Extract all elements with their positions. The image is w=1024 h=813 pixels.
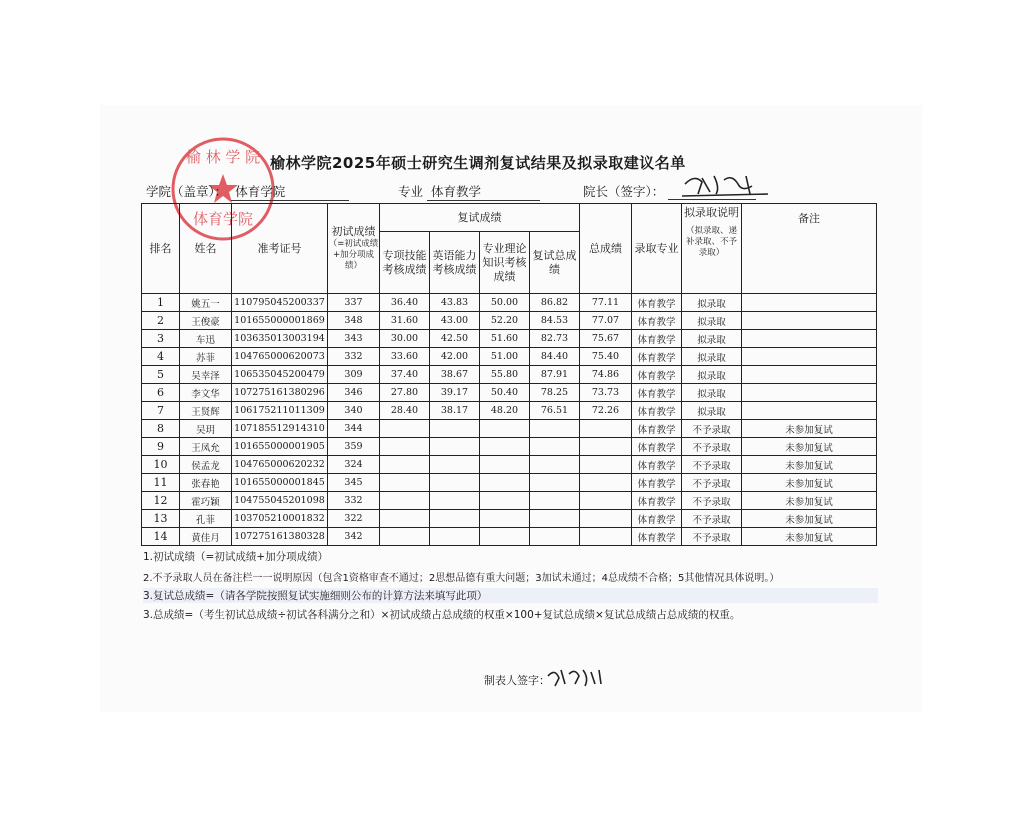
cell-remark: 未参加复试	[742, 510, 877, 528]
table-row	[142, 510, 877, 528]
cell-s3: 50.00	[480, 294, 530, 312]
cell-name: 苏菲	[180, 348, 232, 366]
cell-exam: 106535045200479	[232, 366, 328, 384]
cell-major: 体育教学	[632, 510, 682, 528]
cell-total: 74.86	[580, 366, 632, 384]
cell-s2	[430, 528, 480, 546]
header-remark: 备注	[742, 204, 877, 294]
cell-remark: 未参加复试	[742, 528, 877, 546]
cell-total: 72.26	[580, 402, 632, 420]
cell-status: 拟录取	[682, 294, 742, 312]
cell-s2	[430, 420, 480, 438]
note-3: 3.复试总成绩=（请各学院按照复试实施细则公布的计算方法来填写此项）	[143, 588, 878, 603]
cell-rank: 11	[142, 474, 180, 492]
maker-label: 制表人签字：	[484, 674, 550, 687]
cell-major: 体育教学	[632, 402, 682, 420]
cell-rank: 14	[142, 528, 180, 546]
cell-remark: 未参加复试	[742, 492, 877, 510]
dean-signature	[680, 170, 770, 198]
cell-rank: 1	[142, 294, 180, 312]
cell-remark: 未参加复试	[742, 456, 877, 474]
cell-rank: 4	[142, 348, 180, 366]
cell-remark	[742, 384, 877, 402]
cell-major: 体育教学	[632, 330, 682, 348]
cell-exam: 104755045201098	[232, 492, 328, 510]
cell-s4: 76.51	[530, 402, 580, 420]
cell-initial: 345	[328, 474, 380, 492]
header-retest-theory: 专业理论知识考核成绩	[480, 232, 530, 294]
header-initial: 初试成绩 （=初试成绩+加分项成绩）	[328, 204, 380, 294]
cell-total: 73.73	[580, 384, 632, 402]
cell-exam: 107275161380328	[232, 528, 328, 546]
cell-s4: 82.73	[530, 330, 580, 348]
table-row	[142, 456, 877, 474]
cell-exam: 104765000620073	[232, 348, 328, 366]
table-row	[142, 528, 877, 546]
cell-initial: 324	[328, 456, 380, 474]
cell-s1: 31.60	[380, 312, 430, 330]
results-table	[141, 203, 877, 546]
cell-remark	[742, 402, 877, 420]
cell-initial: 342	[328, 528, 380, 546]
cell-status: 不予录取	[682, 510, 742, 528]
cell-rank: 9	[142, 438, 180, 456]
cell-name: 吴幸泽	[180, 366, 232, 384]
cell-total	[580, 510, 632, 528]
cell-s4	[530, 510, 580, 528]
cell-status: 不予录取	[682, 420, 742, 438]
cell-s1: 27.80	[380, 384, 430, 402]
header-major: 录取专业	[632, 204, 682, 294]
cell-rank: 10	[142, 456, 180, 474]
cell-major: 体育教学	[632, 348, 682, 366]
table-row	[142, 474, 877, 492]
header-name: 姓名	[180, 204, 232, 294]
cell-s3	[480, 528, 530, 546]
college-value: 体育学院	[231, 182, 349, 201]
cell-s3: 51.00	[480, 348, 530, 366]
cell-s1: 28.40	[380, 402, 430, 420]
cell-major: 体育教学	[632, 384, 682, 402]
college-label: 学院（盖章）：	[146, 184, 228, 199]
cell-total: 77.11	[580, 294, 632, 312]
cell-status: 不予录取	[682, 438, 742, 456]
cell-s1	[380, 420, 430, 438]
cell-status: 拟录取	[682, 402, 742, 420]
table-row	[142, 492, 877, 510]
note-2: 2.不予录取人员在备注栏一一说明原因（包含1资格审查不通过；2思想品德有重大问题；3加试未通过；4总成绩不合格；5其他情况具体说明。）	[143, 573, 780, 584]
cell-initial: 344	[328, 420, 380, 438]
table-row	[142, 330, 877, 348]
svg-text:体育学院: 体育学院	[192, 210, 254, 228]
cell-status: 拟录取	[682, 366, 742, 384]
cell-status: 不予录取	[682, 528, 742, 546]
cell-s1	[380, 492, 430, 510]
cell-s4: 78.25	[530, 384, 580, 402]
cell-rank: 13	[142, 510, 180, 528]
cell-initial: 337	[328, 294, 380, 312]
cell-rank: 3	[142, 330, 180, 348]
cell-initial: 346	[328, 384, 380, 402]
cell-status: 拟录取	[682, 330, 742, 348]
cell-s3	[480, 456, 530, 474]
cell-initial: 343	[328, 330, 380, 348]
cell-s2: 39.17	[430, 384, 480, 402]
cell-remark: 未参加复试	[742, 474, 877, 492]
cell-s1: 30.00	[380, 330, 430, 348]
cell-major: 体育教学	[632, 420, 682, 438]
college-field	[146, 182, 349, 201]
cell-s2	[430, 474, 480, 492]
cell-s4	[530, 456, 580, 474]
cell-status: 拟录取	[682, 348, 742, 366]
cell-s2: 43.83	[430, 294, 480, 312]
cell-exam: 103705210001832	[232, 510, 328, 528]
cell-s2: 38.67	[430, 366, 480, 384]
header-total: 总成绩	[580, 204, 632, 294]
document-title: 榆林学院2025年硕士研究生调剂复试结果及拟录取建议名单	[270, 154, 686, 172]
cell-name: 王贤辉	[180, 402, 232, 420]
note-1: 1.初试成绩（=初试成绩+加分项成绩）	[143, 551, 329, 563]
header-exam-no: 准考证号	[232, 204, 328, 294]
cell-rank: 7	[142, 402, 180, 420]
cell-s4: 86.82	[530, 294, 580, 312]
header-rank: 排名	[142, 204, 180, 294]
cell-s2: 42.00	[430, 348, 480, 366]
cell-s1: 37.40	[380, 366, 430, 384]
cell-name: 黄佳月	[180, 528, 232, 546]
cell-total: 77.07	[580, 312, 632, 330]
cell-name: 王凤允	[180, 438, 232, 456]
cell-name: 孔菲	[180, 510, 232, 528]
cell-status: 不予录取	[682, 474, 742, 492]
cell-initial: 332	[328, 348, 380, 366]
cell-remark	[742, 312, 877, 330]
cell-s4: 84.40	[530, 348, 580, 366]
table-row	[142, 384, 877, 402]
cell-s3	[480, 492, 530, 510]
cell-initial: 322	[328, 510, 380, 528]
cell-total	[580, 456, 632, 474]
cell-rank: 5	[142, 366, 180, 384]
cell-total	[580, 420, 632, 438]
cell-name: 姚五一	[180, 294, 232, 312]
header-retest: 复试成绩	[380, 204, 580, 232]
cell-remark	[742, 330, 877, 348]
cell-s2	[430, 456, 480, 474]
cell-major: 体育教学	[632, 438, 682, 456]
table-row	[142, 312, 877, 330]
dean-label: 院长（签字）：	[583, 184, 665, 199]
cell-s2: 42.50	[430, 330, 480, 348]
note-4: 3.总成绩=（考生初试总成绩÷初试各科满分之和）×初试成绩占总成绩的权重×100+复试总成绩×复试总成绩占总成绩的权重。	[143, 609, 741, 621]
cell-s1	[380, 528, 430, 546]
cell-status: 不予录取	[682, 456, 742, 474]
cell-remark	[742, 366, 877, 384]
cell-exam: 110795045200337	[232, 294, 328, 312]
cell-s2	[430, 510, 480, 528]
cell-major: 体育教学	[632, 492, 682, 510]
cell-s1	[380, 474, 430, 492]
cell-status: 拟录取	[682, 384, 742, 402]
cell-s3	[480, 438, 530, 456]
header-retest-english: 英语能力考核成绩	[430, 232, 480, 294]
cell-rank: 12	[142, 492, 180, 510]
cell-s3: 51.60	[480, 330, 530, 348]
cell-total	[580, 492, 632, 510]
cell-name: 霍巧颖	[180, 492, 232, 510]
cell-s1	[380, 438, 430, 456]
cell-s3: 52.20	[480, 312, 530, 330]
cell-remark	[742, 348, 877, 366]
cell-s4: 84.53	[530, 312, 580, 330]
cell-s4	[530, 474, 580, 492]
table-row	[142, 420, 877, 438]
cell-exam: 107275161380296	[232, 384, 328, 402]
cell-major: 体育教学	[632, 366, 682, 384]
cell-remark: 未参加复试	[742, 420, 877, 438]
cell-remark: 未参加复试	[742, 438, 877, 456]
cell-rank: 8	[142, 420, 180, 438]
cell-name: 吴玥	[180, 420, 232, 438]
cell-major: 体育教学	[632, 312, 682, 330]
cell-total	[580, 438, 632, 456]
table-row	[142, 348, 877, 366]
header-retest-special: 专项技能考核成绩	[380, 232, 430, 294]
cell-initial: 340	[328, 402, 380, 420]
cell-total: 75.67	[580, 330, 632, 348]
cell-rank: 6	[142, 384, 180, 402]
cell-name: 王俊豪	[180, 312, 232, 330]
cell-initial: 309	[328, 366, 380, 384]
table-row	[142, 366, 877, 384]
cell-s3: 55.80	[480, 366, 530, 384]
cell-s2: 38.17	[430, 402, 480, 420]
major-label: 专业	[398, 184, 424, 199]
cell-exam: 101655000001869	[232, 312, 328, 330]
cell-s1	[380, 456, 430, 474]
cell-total	[580, 528, 632, 546]
header-proposal: 拟录取说明 （拟录取、递补录取、不予录取）	[682, 204, 742, 294]
cell-s2	[430, 438, 480, 456]
cell-s4: 87.91	[530, 366, 580, 384]
cell-name: 张春艳	[180, 474, 232, 492]
cell-exam: 101655000001845	[232, 474, 328, 492]
cell-s4	[530, 438, 580, 456]
cell-s3: 50.40	[480, 384, 530, 402]
cell-initial: 348	[328, 312, 380, 330]
cell-exam: 103635013003194	[232, 330, 328, 348]
svg-text:榆 林 学 院: 榆 林 学 院	[185, 148, 261, 166]
cell-s3: 48.20	[480, 402, 530, 420]
cell-major: 体育教学	[632, 474, 682, 492]
cell-total: 75.40	[580, 348, 632, 366]
cell-s4	[530, 420, 580, 438]
cell-s1: 36.40	[380, 294, 430, 312]
cell-status: 拟录取	[682, 312, 742, 330]
table-row	[142, 402, 877, 420]
cell-name: 李文华	[180, 384, 232, 402]
cell-s1: 33.60	[380, 348, 430, 366]
cell-exam: 104765000620232	[232, 456, 328, 474]
cell-status: 不予录取	[682, 492, 742, 510]
cell-initial: 332	[328, 492, 380, 510]
table-row	[142, 294, 877, 312]
cell-major: 体育教学	[632, 528, 682, 546]
table-row	[142, 438, 877, 456]
cell-s4	[530, 492, 580, 510]
major-field	[398, 182, 540, 201]
cell-remark	[742, 294, 877, 312]
cell-major: 体育教学	[632, 294, 682, 312]
cell-s3	[480, 474, 530, 492]
cell-s3	[480, 420, 530, 438]
maker-signature	[545, 664, 605, 688]
cell-exam: 107185512914310	[232, 420, 328, 438]
cell-initial: 359	[328, 438, 380, 456]
cell-name: 车迅	[180, 330, 232, 348]
cell-s2: 43.00	[430, 312, 480, 330]
cell-s1	[380, 510, 430, 528]
cell-rank: 2	[142, 312, 180, 330]
cell-exam: 106175211011309	[232, 402, 328, 420]
cell-exam: 101655000001905	[232, 438, 328, 456]
cell-total	[580, 474, 632, 492]
header-retest-total: 复试总成绩	[530, 232, 580, 294]
cell-name: 侯孟龙	[180, 456, 232, 474]
cell-major: 体育教学	[632, 456, 682, 474]
cell-s3	[480, 510, 530, 528]
major-value: 体育教学	[427, 182, 540, 201]
cell-s4	[530, 528, 580, 546]
cell-s2	[430, 492, 480, 510]
